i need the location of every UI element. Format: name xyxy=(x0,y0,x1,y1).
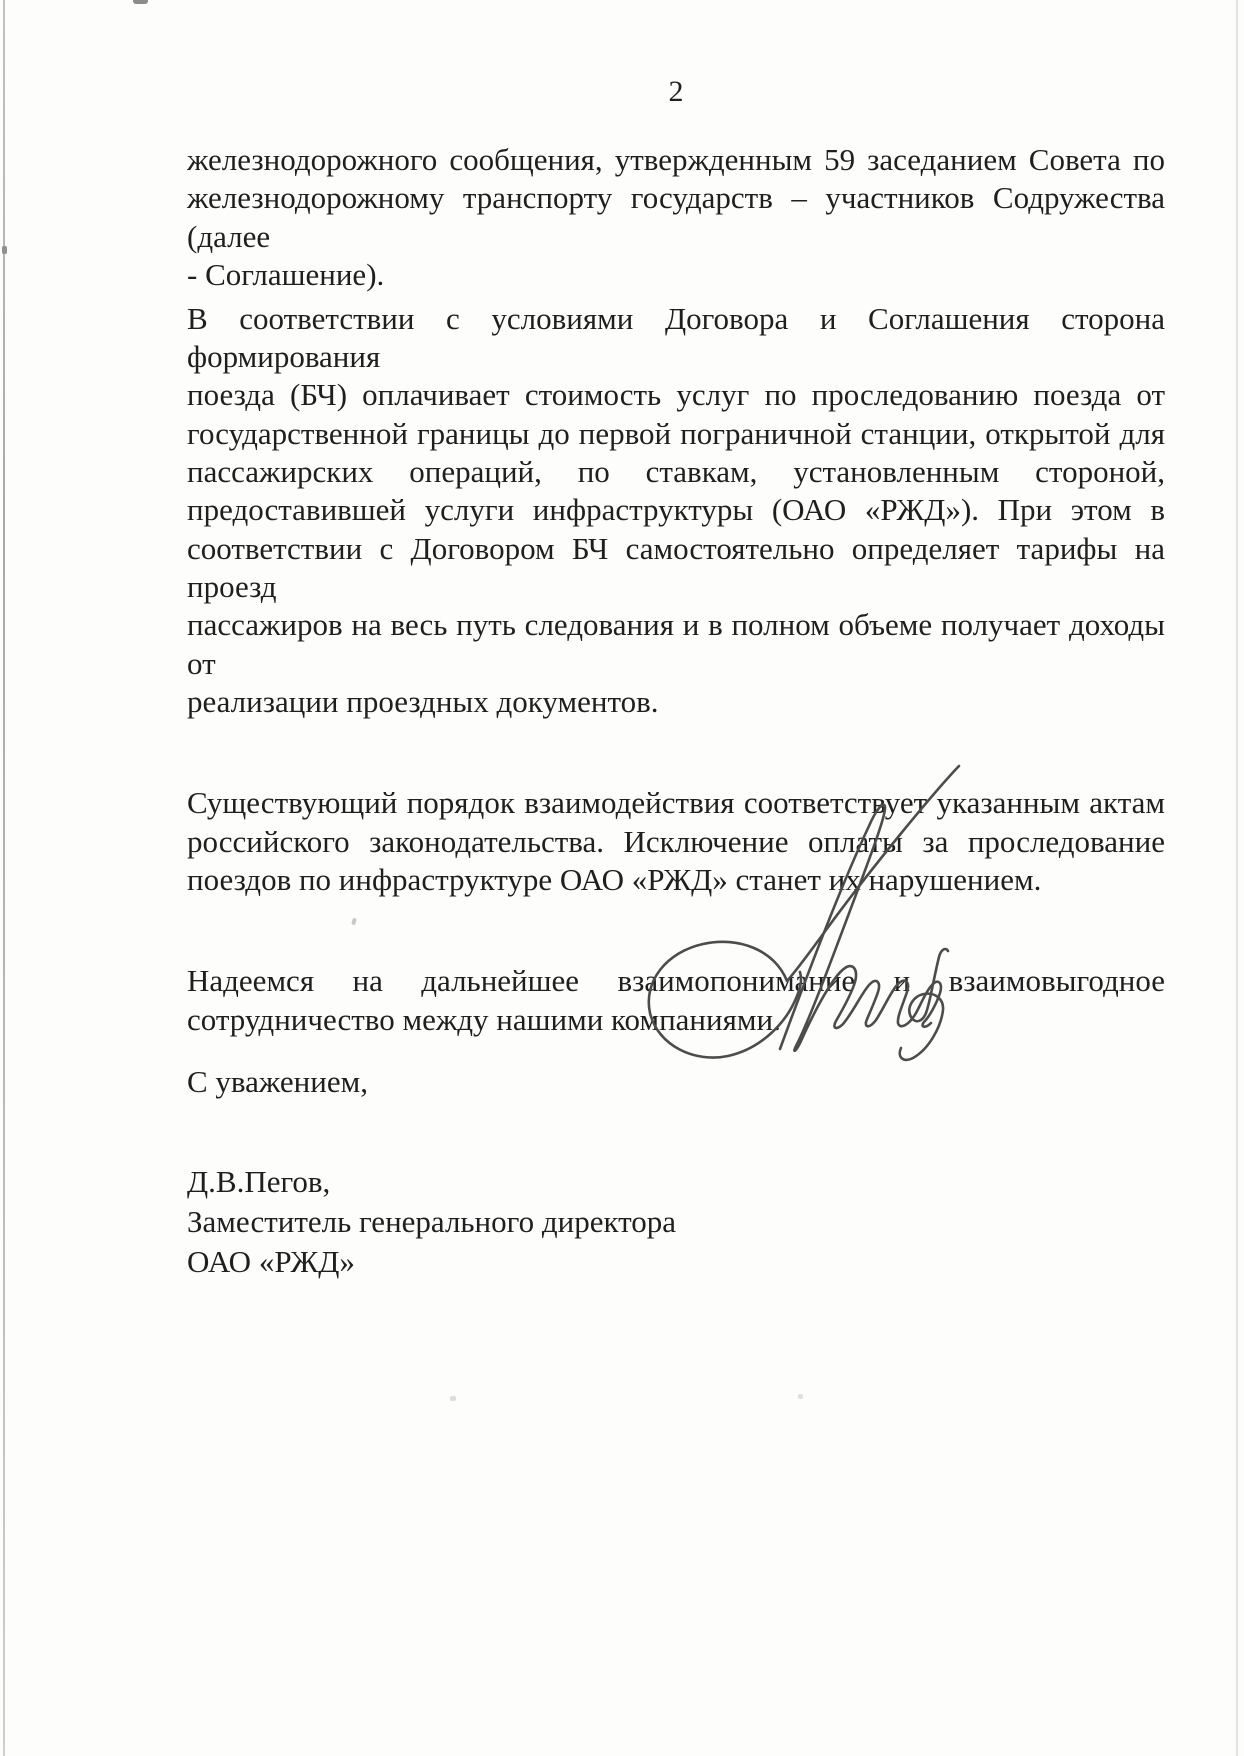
signature-stroke xyxy=(649,766,959,1058)
text-line: пассажирских операций, по ставкам, установленным стороной, xyxy=(187,454,1165,490)
scan-artifact-dash xyxy=(2,246,7,254)
signature-block xyxy=(187,1162,1165,1282)
letter-body xyxy=(187,141,1165,1282)
scan-smudge-top xyxy=(133,0,148,4)
text-line: поездов по инфраструктуре ОАО «РЖД» станет их нарушением. xyxy=(187,861,1042,897)
text-line: В соответствии с условиями Договора и Соглашения сторона формирования xyxy=(187,300,1165,375)
text-line: соответствии с Договором БЧ самостоятельно определяет тарифы на проезд xyxy=(187,530,1165,604)
text-line: государственной границы до первой пограничной станции, открытой для xyxy=(187,415,1165,451)
signer-company: ОАО «РЖД» xyxy=(187,1244,355,1280)
paragraph-agreement-ref xyxy=(187,141,1165,294)
text-line: пассажиров на весь путь следования и в полном объеме получает доходы от xyxy=(187,607,1165,681)
handwritten-signature xyxy=(598,733,982,1083)
signature-stroke xyxy=(900,949,948,1060)
page-number: 2 xyxy=(668,75,684,108)
scan-speck xyxy=(798,1394,803,1399)
text-line: Надеемся на дальнейшее взаимопонимание и взаимовыгодное xyxy=(187,963,1165,999)
text-line: поезда (БЧ) оплачивает стоимость услуг по проследованию поезда от xyxy=(187,377,1165,413)
text-line: российского законодательства. Исключение оплаты за проследование xyxy=(187,823,1165,859)
text-line: сотрудничество между нашими компаниями. xyxy=(187,1001,781,1037)
text-line: железнодорожного сообщения, утвержденным 59 заседанием Совета по xyxy=(187,142,1165,177)
signer-title: Заместитель генерального директора xyxy=(187,1204,677,1240)
text-line: - Соглашение). xyxy=(187,256,385,292)
scan-edge-line-left xyxy=(3,0,5,1756)
text-line: железнодорожному транспорту государств – участников Содружества (далее xyxy=(187,180,1165,254)
paragraph-contract-terms xyxy=(187,300,1165,721)
scan-speck xyxy=(450,1396,456,1401)
text-line: реализации проездных документов. xyxy=(187,683,659,719)
text-line: С уважением, xyxy=(187,1064,368,1100)
text-line: предоставившей услуги инфраструктуры (ОАО «РЖД»). При этом в xyxy=(187,492,1165,528)
text-line: Существующий порядок взаимодействия соответствует указанным актам xyxy=(187,785,1165,821)
scan-edge-line-right xyxy=(1236,0,1238,1756)
signature-stroke xyxy=(780,805,941,1051)
signer-name: Д.В.Пегов, xyxy=(187,1164,331,1200)
